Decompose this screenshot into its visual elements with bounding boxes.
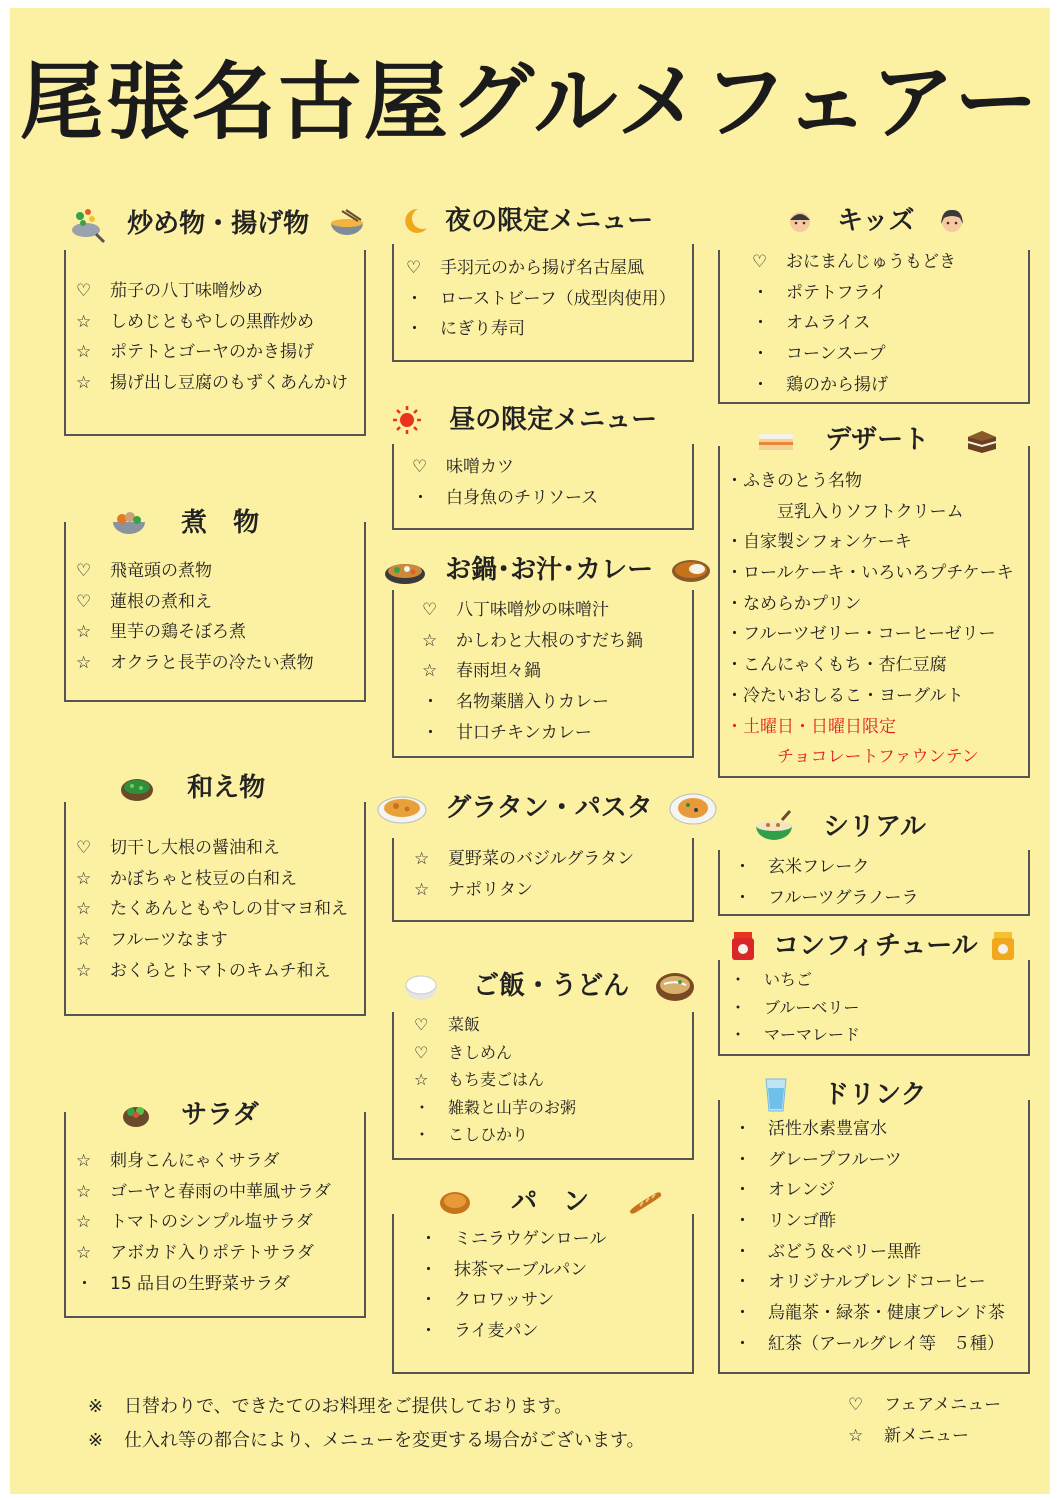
curry-icon bbox=[670, 555, 712, 585]
list-item: ・ロールケーキ・いろいろプチケーキ bbox=[726, 563, 1014, 584]
list-item: ☆ フルーツなます bbox=[76, 930, 228, 951]
tiramisu-icon bbox=[964, 425, 1000, 455]
list-item: ・土曜日・日曜日限定 bbox=[726, 716, 896, 737]
nabe-heading bbox=[382, 552, 712, 588]
list-item: ♡ 茄子の八丁味噌炒め bbox=[76, 281, 263, 301]
confiture-list bbox=[730, 966, 860, 1049]
gratin-heading bbox=[376, 790, 718, 826]
list-item: ・自家製シフォンケーキ bbox=[726, 532, 912, 553]
list-item: ・ 15 品目の生野菜サラダ bbox=[76, 1273, 290, 1294]
footer-note: ※ 日替わりで、できたてのお料理をご提供しております。 bbox=[88, 1396, 573, 1417]
list-item: ☆ 里芋の鶏そぼろ煮 bbox=[76, 622, 246, 643]
crescent-moon-icon bbox=[398, 206, 430, 236]
list-item: ♡ 切干し大根の醤油和え bbox=[76, 838, 280, 858]
aemono-list bbox=[76, 833, 348, 986]
list-item: ・なめらかプリン bbox=[726, 593, 862, 614]
list-item: ・ いちご bbox=[730, 970, 813, 989]
list-item: ☆ ゴーヤと春雨の中華風サラダ bbox=[76, 1181, 331, 1202]
list-item: ・ ミニラウゲンロール bbox=[420, 1229, 607, 1249]
list-item: ・ふきのとう名物 bbox=[726, 471, 862, 491]
list-item: ・ 雑穀と山芋のお粥 bbox=[414, 1097, 577, 1117]
list-item: ・ 紅茶（アールグレイ等 ５種） bbox=[734, 1333, 1004, 1354]
list-item: ・ 名物薬膳入りカレー bbox=[422, 692, 609, 713]
list-item: ☆ 春雨坦々鍋 bbox=[422, 661, 541, 682]
list-item: ♡ 菜飯 bbox=[414, 1015, 481, 1034]
list-item: ・ ローストビーフ（成型肉使用） bbox=[406, 288, 676, 309]
nabe-title: お鍋･お汁･カレー bbox=[445, 555, 654, 585]
girl-face-icon bbox=[938, 206, 966, 236]
rice-heading bbox=[402, 968, 696, 1004]
bread-list bbox=[420, 1224, 606, 1347]
dessert-list bbox=[726, 466, 1014, 773]
list-item: ・ ライ麦パン bbox=[420, 1321, 539, 1342]
list-item: ・ フルーツグラノーラ bbox=[734, 887, 919, 908]
gratin-list bbox=[414, 844, 634, 905]
kids-list bbox=[752, 247, 956, 400]
night-list bbox=[406, 253, 676, 345]
salad-list bbox=[76, 1146, 331, 1299]
list-item: ・こんにゃくもち・杏仁豆腐 bbox=[726, 655, 947, 676]
list-item: ☆ かしわと大根のすだち鍋 bbox=[422, 630, 643, 651]
aemono-heading bbox=[118, 770, 265, 805]
hotpot-icon bbox=[382, 552, 428, 588]
list-item: ・ 鶏のから揚げ bbox=[752, 374, 888, 395]
list-item: ・ 活性水素豊富水 bbox=[734, 1119, 887, 1139]
list-item: ・フルーツゼリー・コーヒーゼリー bbox=[726, 624, 996, 645]
lunch-title: 昼の限定メニュー bbox=[449, 404, 658, 435]
list-item: ☆ ポテトとゴーヤのかき揚げ bbox=[76, 342, 314, 363]
udon-bowl-icon bbox=[654, 968, 696, 1004]
baguette-icon bbox=[626, 1187, 664, 1217]
list-item: ☆ おくらとトマトのキムチ和え bbox=[76, 960, 331, 981]
lunch-heading bbox=[390, 402, 657, 437]
list-item: チョコレートファウンテン bbox=[726, 747, 979, 768]
aemono-title: 和え物 bbox=[187, 772, 266, 803]
list-item: ☆ たくあんともやしの甘マヨ和え bbox=[76, 899, 348, 920]
salad-bowl-icon bbox=[120, 1100, 152, 1130]
bread-heading bbox=[438, 1184, 664, 1219]
list-item: ・ グレープフルーツ bbox=[734, 1149, 902, 1170]
boy-face-icon bbox=[786, 206, 814, 236]
cake-slice-icon bbox=[756, 425, 796, 455]
list-item: ♡ 蓮根の煮和え bbox=[76, 591, 212, 612]
list-item: ・ 白身魚のチリソース bbox=[412, 487, 599, 508]
list-item: ♡ 八丁味噌炒の味噌汁 bbox=[422, 600, 609, 620]
greens-bowl-icon bbox=[118, 773, 156, 803]
legend-new: ☆ 新メニュー bbox=[848, 1426, 969, 1446]
list-item: ・ クロワッサン bbox=[420, 1290, 555, 1311]
list-item: ・ オムライス bbox=[752, 313, 871, 334]
list-item: ・ コーンスープ bbox=[752, 344, 886, 365]
dessert-heading bbox=[756, 422, 1000, 457]
confiture-heading bbox=[728, 928, 1017, 963]
night-title: 夜の限定メニュー bbox=[445, 205, 654, 236]
list-item: ☆ もち麦ごはん bbox=[414, 1070, 545, 1089]
list-item: ・ 玄米フレーク bbox=[734, 857, 870, 877]
cereal-title: シリアル bbox=[823, 812, 927, 842]
list-item: ☆ ナポリタン bbox=[414, 879, 533, 900]
footer-notes bbox=[88, 1390, 645, 1458]
bread-title: パ ン bbox=[511, 1186, 590, 1217]
stew-bowl-icon bbox=[110, 508, 148, 538]
nimono-heading bbox=[110, 505, 259, 540]
pasta-plate-icon bbox=[668, 790, 718, 826]
salad-title: サラダ bbox=[181, 1099, 259, 1130]
list-item: ☆ トマトのシンプル塩サラダ bbox=[76, 1212, 313, 1233]
water-glass-icon bbox=[762, 1076, 790, 1114]
list-item: ♡ きしめん bbox=[414, 1042, 513, 1062]
stirfry-title: 炒め物・揚げ物 bbox=[127, 209, 310, 239]
list-item: ☆ 刺身こんにゃくサラダ bbox=[76, 1151, 280, 1171]
list-item: ♡ おにまんじゅうもどき bbox=[752, 252, 956, 272]
list-item: ☆ かぼちゃと枝豆の白和え bbox=[76, 868, 297, 889]
confiture-title: コンフィチュール bbox=[773, 930, 978, 961]
nabe-list bbox=[422, 595, 643, 748]
list-item: ♡ 味噌カツ bbox=[412, 457, 514, 477]
list-item: ・ ポテトフライ bbox=[752, 282, 887, 303]
cereal-list bbox=[734, 852, 918, 913]
gratin-icon bbox=[376, 790, 428, 826]
list-item: ・ オレンジ bbox=[734, 1180, 836, 1201]
drink-list bbox=[734, 1114, 1005, 1360]
stirfry-list bbox=[76, 276, 348, 399]
sun-icon bbox=[390, 405, 424, 435]
list-item: 豆乳入りソフトクリーム bbox=[726, 501, 964, 522]
list-item: ・ マーマレード bbox=[730, 1025, 861, 1044]
list-item: ☆ 揚げ出し豆腐のもずくあんかけ bbox=[76, 373, 348, 394]
footer-note: ※ 仕入れ等の都合により、メニューを変更する場合がございます。 bbox=[88, 1430, 645, 1451]
list-item: ☆ オクラと長芋の冷たい煮物 bbox=[76, 653, 314, 674]
night-heading bbox=[398, 203, 653, 238]
kids-heading bbox=[786, 203, 966, 238]
bread-icon bbox=[438, 1187, 472, 1217]
salad-heading bbox=[120, 1097, 259, 1132]
list-item: ☆ アボカド入りポテトサラダ bbox=[76, 1243, 314, 1264]
gratin-title: グラタン・パスタ bbox=[445, 793, 653, 823]
vegetable-pan-icon bbox=[66, 204, 106, 244]
drink-title: ドリンク bbox=[823, 1080, 927, 1110]
stirfry-heading bbox=[66, 204, 366, 244]
list-item: ♡ 飛竜頭の煮物 bbox=[76, 561, 212, 581]
marmalade-jar-icon bbox=[989, 929, 1017, 963]
list-item: ・冷たいおしるこ・ヨーグルト bbox=[726, 685, 964, 706]
list-item: ☆ しめじともやしの黒酢炒め bbox=[76, 311, 314, 332]
rice-title: ご飯・うどん bbox=[473, 971, 630, 1001]
page-title: 尾張名古屋グルメフェアー bbox=[19, 53, 1041, 151]
list-item: ・ 抹茶マーブルパン bbox=[420, 1259, 588, 1280]
dessert-title: デザート bbox=[825, 424, 930, 455]
jam-jar-icon bbox=[728, 929, 758, 963]
lunch-list bbox=[412, 452, 598, 513]
list-item: ・ にぎり寿司 bbox=[406, 319, 525, 340]
drink-heading bbox=[762, 1076, 927, 1114]
list-item: ☆ 夏野菜のバジルグラタン bbox=[414, 849, 635, 869]
list-item: ・ こしひかり bbox=[414, 1125, 529, 1144]
legend-fair: ♡ フェアメニュー bbox=[848, 1395, 1002, 1415]
kids-title: キッズ bbox=[837, 205, 915, 236]
list-item: ・ オリジナルブレンドコーヒー bbox=[734, 1272, 986, 1293]
list-item: ・ ブルーベリー bbox=[730, 997, 860, 1017]
list-item: ・ ぶどう＆ベリー黒酢 bbox=[734, 1241, 921, 1262]
rice-bowl-icon bbox=[402, 968, 440, 1004]
list-item: ・ 甘口チキンカレー bbox=[422, 722, 592, 743]
nimono-list bbox=[76, 556, 314, 679]
list-item: ・ 烏龍茶・緑茶・健康ブレンド茶 bbox=[734, 1303, 1005, 1324]
cereal-bowl-icon bbox=[752, 808, 796, 846]
nimono-title: 煮 物 bbox=[181, 507, 260, 538]
list-item: ・ リンゴ酢 bbox=[734, 1211, 836, 1232]
rice-list bbox=[414, 1011, 576, 1149]
noodle-bowl-icon bbox=[328, 209, 366, 239]
list-item: ♡ 手羽元のから揚げ名古屋風 bbox=[406, 258, 644, 278]
cereal-heading bbox=[752, 808, 926, 846]
legend bbox=[848, 1390, 1001, 1452]
